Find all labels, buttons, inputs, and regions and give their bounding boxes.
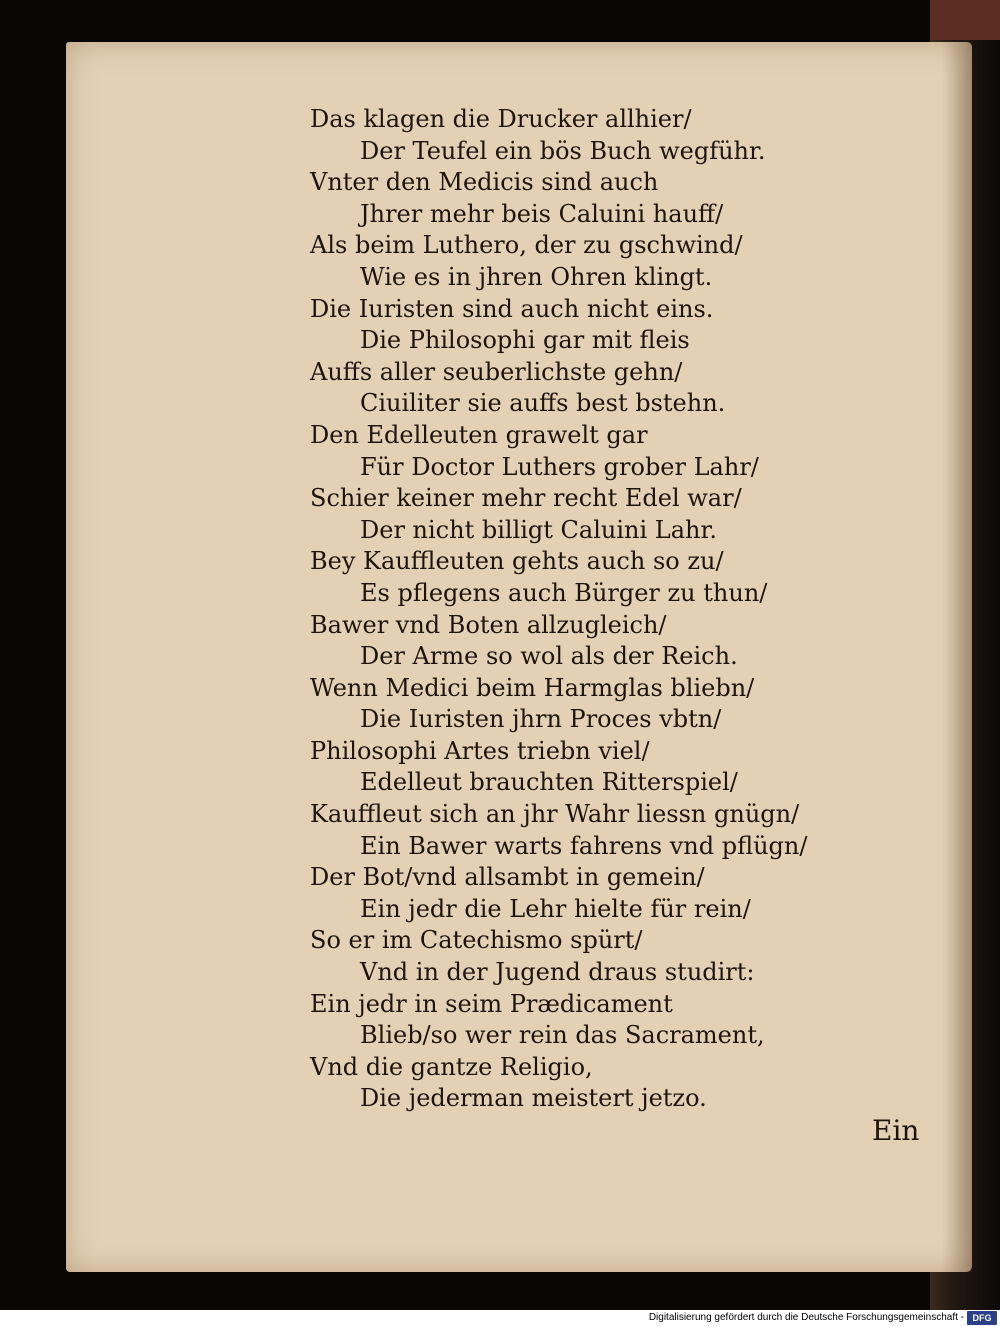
verse-line: Edelleut brauchten Ritterspiel/ xyxy=(360,768,738,797)
verse-line: Die Iuristen jhrn Proces vbtn/ xyxy=(360,705,722,734)
verse-line: Die Philosophi gar mit fleis xyxy=(360,326,690,355)
funding-credit: Digitalisierung gefördert durch die Deutsche Forschungsgemeinschaft - xyxy=(648,1312,964,1323)
verse-line: Schier keiner mehr recht Edel war/ xyxy=(310,484,742,513)
catchword: Ein xyxy=(872,1114,920,1147)
verse-line: Wenn Medici beim Harmglas bliebn/ xyxy=(310,673,755,702)
verse-line: Bawer vnd Boten allzugleich/ xyxy=(310,610,667,639)
verse-line: Als beim Luthero, der zu gschwind/ xyxy=(310,231,743,260)
verse-line: Jhrer mehr beis Caluini hauff/ xyxy=(360,199,724,228)
verse-line: Für Doctor Luthers grober Lahr/ xyxy=(360,452,759,481)
verse-line: Es pflegens auch Bürger zu thun/ xyxy=(360,578,768,607)
verse-line: Ein Bawer warts fahrens vnd pflügn/ xyxy=(360,831,808,860)
verse-line: So er im Catechismo spürt/ xyxy=(310,926,643,955)
verse-line: Der Teufel ein bös Buch wegführ. xyxy=(360,136,766,165)
verse-line: Kauffleut sich an jhr Wahr liessn gnügn/ xyxy=(310,800,800,829)
verse-line: Der Bot/vnd allsambt in gemein/ xyxy=(310,863,705,892)
verse-line: Vnd die gantze Religio, xyxy=(310,1052,593,1081)
verse-line: Die Iuristen sind auch nicht eins. xyxy=(310,294,714,323)
footer-bar xyxy=(0,1310,1000,1327)
verse-line: Ein jedr in seim Prædicament xyxy=(310,989,673,1018)
verse-line: Vnd in der Jugend draus studirt: xyxy=(360,958,755,987)
verse-line: Der Arme so wol als der Reich. xyxy=(360,642,738,671)
verse-line: Bey Kauffleuten gehts auch so zu/ xyxy=(310,547,724,576)
verse-line: Den Edelleuten grawelt gar xyxy=(310,420,648,449)
verse-line: Blieb/so wer rein das Sacrament, xyxy=(360,1021,765,1050)
verse-line: Der nicht billigt Caluini Lahr. xyxy=(360,515,717,544)
verse-line: Philosophi Artes triebn viel/ xyxy=(310,736,650,765)
dfg-logo-icon: DFG xyxy=(967,1311,997,1325)
verse-line: Die jederman meistert jetzo. xyxy=(360,1084,707,1113)
verse-line: Ciuiliter sie auffs best bstehn. xyxy=(360,389,726,418)
verse-line: Wie es in jhren Ohren klingt. xyxy=(360,262,713,291)
verse-line: Das klagen die Drucker allhier/ xyxy=(310,105,692,133)
verse-text xyxy=(310,104,930,1115)
verse-line: Ein jedr die Lehr hielte für rein/ xyxy=(360,894,751,923)
printed-page xyxy=(66,42,972,1272)
verse-line: Vnter den Medicis sind auch xyxy=(310,168,659,197)
verse-line: Auffs aller seuberlichste gehn/ xyxy=(310,357,683,386)
